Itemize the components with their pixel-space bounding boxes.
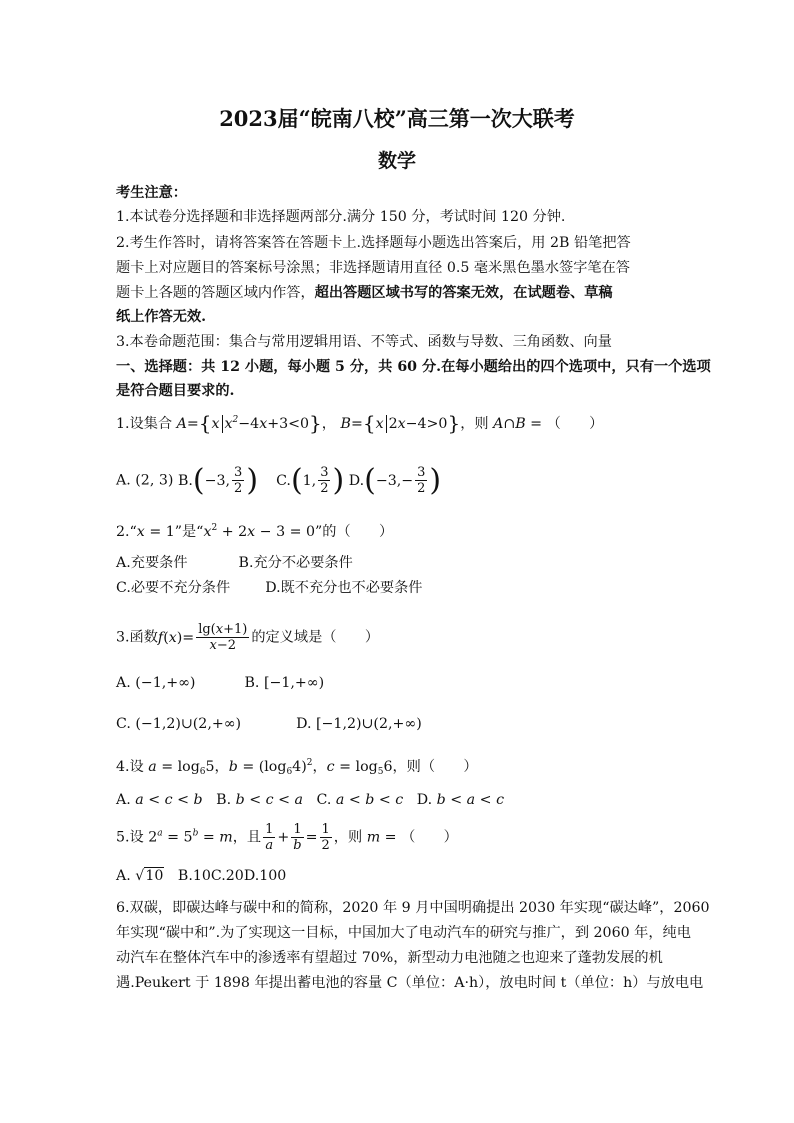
notice-item-2-line-3 — [116, 283, 613, 303]
q1-option-a[interactable]: A. (2, 3) — [116, 472, 174, 489]
notice-item-2-line-1: 2.考生作答时，请将答案答在答题卡上.选择题每小题选出答案后，用 2B 铅笔把答 — [116, 235, 631, 251]
q5-option-d[interactable]: D.100 — [243, 868, 287, 884]
question-6-line-4: 遇.Peukert 于 1898 年提出蓄电池的容量 C（单位：A·h），放电时间 t（单位：h）与放电电 — [116, 975, 704, 991]
question-5-options — [116, 866, 286, 886]
question-6-line-1: 6.双碳，即碳达峰与碳中和的简称，2020 年 9 月中国明确提出 2030 年实现“碳达峰”，2060 — [116, 900, 710, 916]
question-4-options — [116, 790, 504, 810]
question-3-options-row-2 — [116, 714, 422, 734]
section-1-heading-line-1: 一、选择题：共 12 小题，每小题 5 分，共 60 分.在每小题给出的四个选项中，只有一个选项 — [116, 359, 711, 375]
q1-option-d[interactable]: D.(−3,− $\frac{3}{2}$ ) — [348, 462, 442, 498]
question-2-options-row-2 — [116, 578, 422, 598]
question-1-options — [116, 462, 442, 498]
q1-set-a: A={x $x^2-4x+3<0$} — [176, 411, 322, 435]
question-2-stem: 2.“x = 1”是“$x^2 + 2x - 3 = 0$”的（ ） — [116, 523, 394, 540]
q3-option-a[interactable]: A. (−1,+∞) — [116, 675, 196, 691]
q5-option-c[interactable]: C.20 — [210, 868, 244, 884]
q2-option-b[interactable]: B.充分不必要条件 — [238, 555, 353, 571]
question-2-options-row-1 — [116, 553, 353, 573]
notice-item-2-line-4: 纸上作答无效. — [116, 309, 207, 325]
q5-option-b[interactable]: B.10 — [177, 868, 211, 884]
exam-title: 2023届“皖南八校”高三第一次大联考 — [219, 106, 575, 131]
question-6-line-2: 年实现“碳中和”.为了实现这一目标，中国加大了电动汽车的研究与推广，到 2060 年，纯电 — [116, 925, 691, 941]
notice-item-3: 3.本卷命题范围：集合与常用逻辑用语、不等式、函数与导数、三角函数、向量 — [116, 334, 612, 350]
q3-stem-prefix: 3.函数 — [116, 629, 158, 646]
q1-option-b[interactable]: B.(−3, $\frac{3}{2}$ ) — [177, 462, 259, 498]
q4-option-c[interactable]: C. a < b < c — [316, 792, 404, 808]
q2-option-a[interactable]: A.充要条件 — [116, 555, 188, 571]
q4-option-b[interactable]: B. b < c < a — [216, 792, 303, 808]
notice-item-2-line-2: 题卡上对应题目的答案标号涂黑；非选择题请用直径 0.5 毫米黑色墨水签字笔在答 — [116, 260, 630, 276]
notice-heading: 考生注意： — [116, 185, 187, 201]
question-1-stem: 1.设集合 A={x $x^2-4x+3<0$}， B={x 2x−4>0}，则 A∩B = （ ） — [116, 411, 604, 435]
q2-option-c[interactable]: C.必要不充分条件 — [116, 580, 231, 596]
section-1-heading-line-2: 是符合题目要求的. — [116, 383, 235, 399]
q5-option-a[interactable]: A. √10 — [116, 868, 164, 884]
notice-item-2-line-3-bold: 超出答题区域书写的答案无效，在试题卷、草稿 — [314, 285, 613, 301]
question-4-stem: 4.设 $a = \log_65$，$b = (\log_64)^2$，$c = \log_56$，则（ ） — [116, 758, 478, 777]
question-3-stem — [116, 622, 379, 653]
q3-function: f(x)= $\frac{\lg(x+1)}{x-2}$ — [157, 622, 248, 653]
subject-title: 数学 — [377, 150, 416, 172]
q1-stem-prefix: 1.设集合 — [116, 416, 173, 432]
q1-set-b: B={x 2x−4>0} — [340, 411, 461, 435]
q4-option-a[interactable]: A. a < c < b — [116, 792, 203, 808]
q3-stem-suffix: 的定义域是（ ） — [251, 629, 380, 646]
notice-item-1: 1.本试卷分选择题和非选择题两部分.满分 150 分，考试时间 120 分钟. — [116, 209, 566, 225]
q4-option-d[interactable]: D. b < a < c — [416, 792, 505, 808]
question-3-options-row-1 — [116, 673, 324, 693]
q3-option-d[interactable]: D. [−1,2)∪(2,+∞) — [296, 716, 422, 732]
q1-option-c[interactable]: C.(1, $\frac{3}{2}$ ) — [276, 462, 345, 498]
question-6-line-3: 动汽车在整体汽车中的渗透率有望超过 70%，新型动力电池随之也迎来了蓬勃发展的机 — [116, 950, 663, 966]
notice-item-2-line-3-normal: 题卡上各题的答题区域内作答， — [116, 285, 315, 301]
q3-option-c[interactable]: C. (−1,2)∪(2,+∞) — [116, 716, 242, 732]
q2-option-d[interactable]: D.既不充分也不必要条件 — [265, 580, 423, 596]
question-5-stem: 5.设 $2^a = 5^b = m$，且 $\frac{1}{a}$ + $\frac{1}{b}$ = $\frac{1}{2}$ ，则 m = （ ） — [116, 822, 458, 853]
q3-option-b[interactable]: B. [−1,+∞) — [244, 675, 325, 691]
